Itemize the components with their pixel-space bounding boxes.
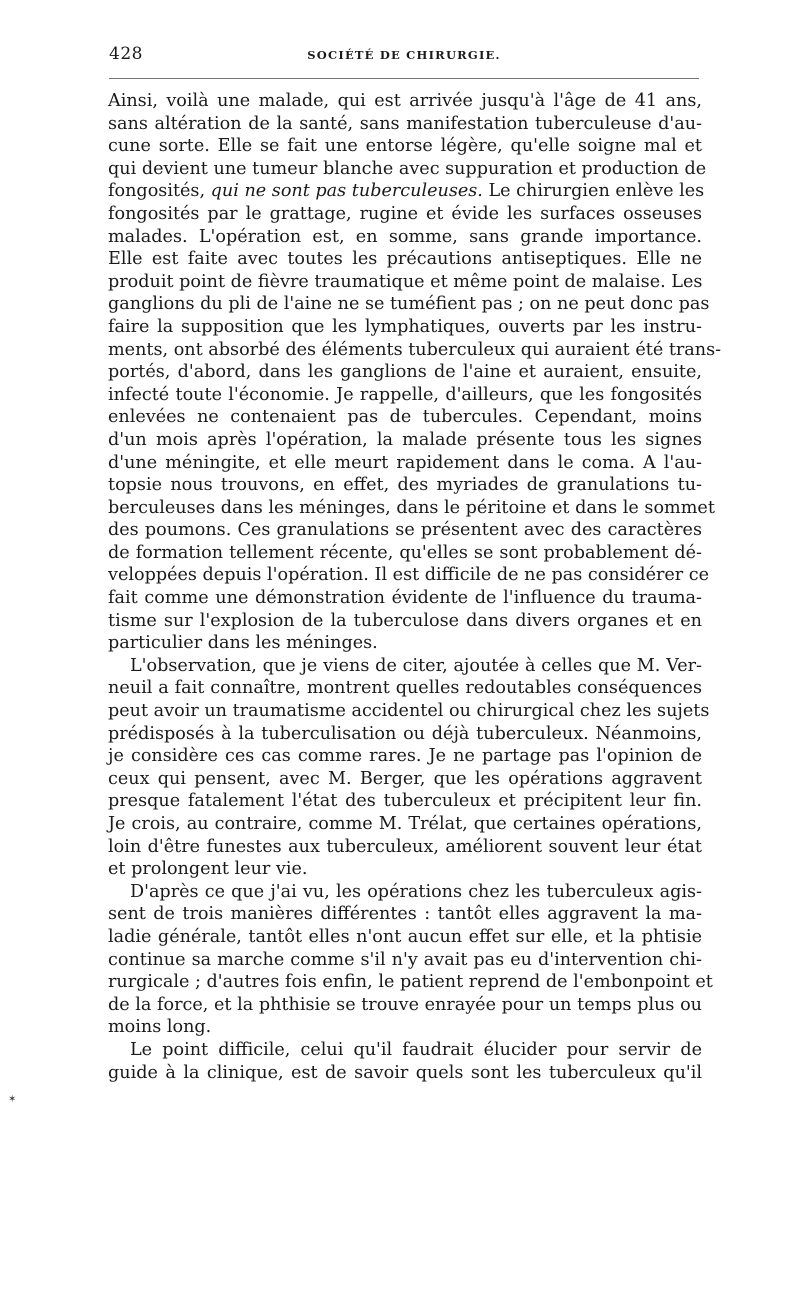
text-line: D'après ce que j'ai vu, les opérations chez les tuberculeux agis-	[130, 881, 702, 902]
text-line: tisme sur l'explosion de la tuberculose dans divers organes et en	[108, 610, 702, 631]
paragraph	[108, 1039, 702, 1084]
text-line: faire la supposition que les lymphatiques, ouverts par les instru-	[108, 316, 702, 337]
text-line: d'une méningite, et elle meurt rapidement dans le coma. A l'au-	[108, 452, 702, 473]
paragraph	[108, 655, 710, 881]
text-line: topsie nous trouvons, en effet, des myriades de granulations tu-	[108, 475, 702, 496]
text-line: prédisposés à la tuberculisation ou déjà tuberculeux. Néanmoins,	[108, 723, 702, 744]
text-line: fongosités, qui ne sont pas tuberculeuses. Le chirurgien enlève les	[108, 181, 705, 202]
text-line: peut avoir un traumatisme accidentel ou chirurgical chez les sujets	[108, 701, 710, 722]
margin-mark: ✶	[8, 1094, 17, 1105]
text-line: loin d'être funestes aux tuberculeux, améliorent souvent leur état	[108, 836, 702, 857]
text-line: Le point difficile, celui qu'il faudrait élucider pour servir de	[130, 1039, 702, 1060]
text-line: berculeuses dans les méninges, dans le péritoine et dans le sommet	[108, 497, 715, 518]
text-line: rurgicale ; d'autres fois enfin, le patient reprend de l'embonpoint et	[108, 972, 713, 993]
text-line: infecté toute l'économie. Je rappelle, d'ailleurs, que les fongosités	[108, 384, 702, 405]
paragraph	[108, 90, 722, 655]
text-line: portés, d'abord, dans les ganglions de l'aine et auraient, ensuite,	[108, 362, 702, 383]
text-line: ganglions du pli de l'aine ne se tuméfient pas ; on ne peut donc pas	[108, 294, 710, 315]
text-line: des poumons. Ces granulations se présentent avec des caractères	[108, 520, 702, 541]
text-line: Je crois, au contraire, comme M. Trélat, que certaines opérations,	[108, 814, 702, 834]
text-line: veloppées depuis l'opération. Il est difficile de ne pas considérer ce	[108, 565, 710, 586]
text-line: guide à la clinique, est de savoir quels sont les tuberculeux qu'il	[108, 1062, 702, 1083]
text-line: enlevées ne contenaient pas de tubercules. Cependant, moins	[108, 407, 702, 428]
text-line: presque fatalement l'état des tuberculeux et précipitent leur fin.	[108, 791, 702, 812]
header-rule	[109, 78, 699, 79]
italic-phrase: qui ne sont pas tuberculeuses.	[210, 181, 483, 202]
text-line: ceux qui pensent, avec M. Berger, que les opérations aggravent	[108, 768, 702, 789]
text-line: continue sa marche comme s'il n'y avait pas eu d'intervention chi-	[108, 949, 702, 970]
text-line: moins long.	[108, 1017, 212, 1038]
text-line: ladie générale, tantôt elles n'ont aucun effet sur elle, et la phtisie	[108, 926, 702, 947]
page-number: 428	[109, 44, 143, 64]
text-line: fongosités par le grattage, rugine et évide les surfaces osseuses	[108, 203, 702, 224]
page-header	[109, 44, 699, 74]
text-line: malades. L'opération est, en somme, sans grande importance.	[108, 226, 702, 247]
text-line: d'un mois après l'opération, la malade présente tous les signes	[108, 429, 702, 450]
text-line: sent de trois manières différentes : tantôt elles aggravent la ma-	[108, 904, 702, 925]
text-line: je considère ces cas comme rares. Je ne partage pas l'opinion de	[108, 746, 702, 767]
text-line: produit point de fièvre traumatique et même point de malaise. Les	[108, 271, 703, 292]
body-text	[108, 90, 722, 1084]
text-line: fait comme une démonstration évidente de l'influence du trauma-	[108, 588, 702, 609]
text-line: de la force, et la phthisie se trouve enrayée pour un temps plus ou	[108, 994, 702, 1015]
text-line: et prolongent leur vie.	[108, 859, 308, 880]
text-line: ments, ont absorbé des éléments tuberculeux qui auraient été trans-	[108, 339, 722, 360]
text-line: neuil a fait connaître, montrent quelles redoutables conséquences	[108, 678, 702, 699]
text-line: L'observation, que je viens de citer, ajoutée à celles que M. Ver-	[130, 655, 702, 676]
text-line: cune sorte. Elle se fait une entorse légère, qu'elle soigne mal et	[108, 136, 702, 157]
text-line: Ainsi, voilà une malade, qui est arrivée jusqu'à l'âge de 41 ans,	[108, 91, 702, 111]
text-line: qui devient une tumeur blanche avec suppuration et production de	[108, 158, 707, 179]
text-line: Elle est faite avec toutes les précautions antiseptiques. Elle ne	[108, 249, 702, 270]
paragraph	[108, 881, 713, 1039]
running-title: SOCIÉTÉ DE CHIRURGIE.	[307, 48, 501, 62]
text-line: particulier dans les méninges.	[108, 633, 378, 654]
text-line: de formation tellement récente, qu'elles se sont probablement dé-	[108, 542, 702, 563]
text-line: sans altération de la santé, sans manifestation tuberculeuse d'au-	[108, 113, 702, 134]
